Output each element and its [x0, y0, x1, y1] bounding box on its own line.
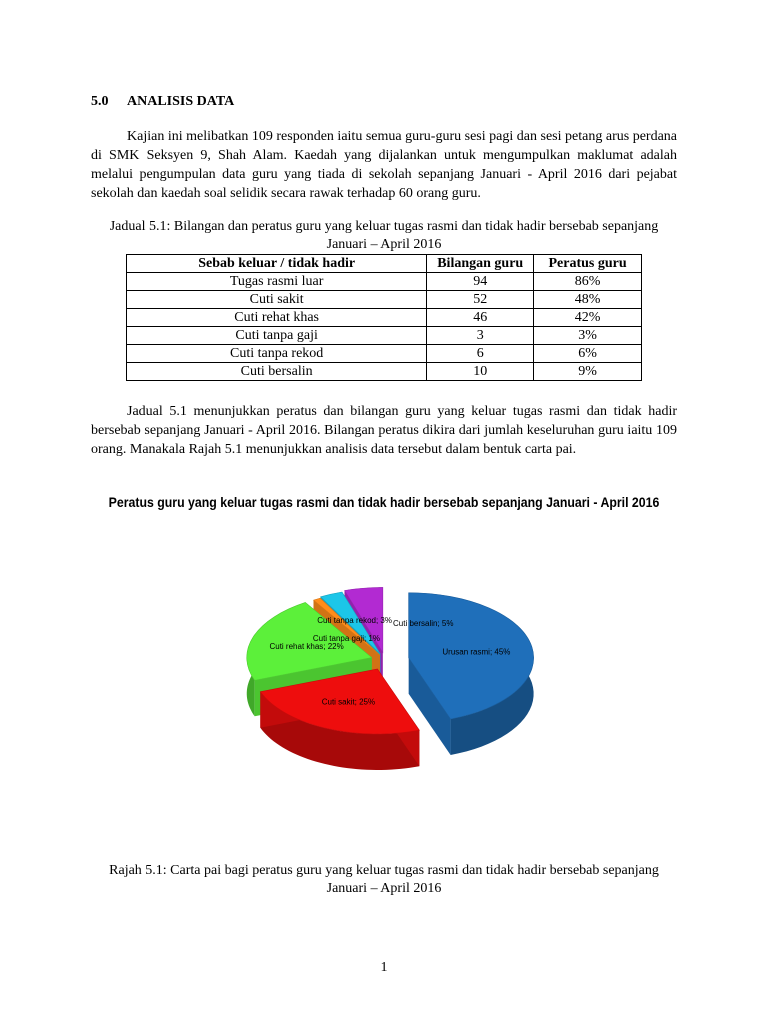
header-reason: Sebab keluar / tidak hadir — [127, 255, 427, 273]
pie-slice-label: Cuti tanpa rekod; 3% — [317, 616, 392, 625]
pie-slice-label: Cuti tanpa gaji; 1% — [312, 634, 380, 643]
table-cell: Cuti bersalin — [127, 363, 427, 381]
table-cell: 6 — [427, 345, 534, 363]
pie-slice-label: Cuti rehat khas; 22% — [269, 642, 344, 652]
table-cell: 42% — [534, 309, 642, 327]
table-cell: 86% — [534, 273, 642, 291]
table-cell: 46 — [427, 309, 534, 327]
table-cell: Tugas rasmi luar — [127, 273, 427, 291]
analysis-text: Jadual 5.1 menunjukkan peratus dan bilangan guru yang keluar tugas rasmi dan tidak hadir bersebab sepanjang Januari - April 2016. Bilangan peratus dikira dari jumlah keseluruhan guru iaitu 109 orang. Manakala Rajah 5.1 menunjukkan analisis data tersebut dalam bentuk carta pai. — [91, 404, 677, 457]
table-cell: Cuti tanpa gaji — [127, 327, 427, 345]
table-cell: Cuti rehat khas — [127, 309, 427, 327]
table-cell: 48% — [534, 291, 642, 309]
intro-text: Kajian ini melibatkan 109 responden iaitu semua guru-guru sesi pagi dan sesi petang arus perdana di SMK Seksyen 9, Shah Alam. Kaedah yang dijalankan untuk mengumpulkan maklumat adalah melalui pengumpulan data guru yang tiada di sekolah sepanjang Januari - April 2016 dari pejabat sekolah dan kaedah soal selidik secara rawak terhadap 60 orang guru. — [91, 129, 677, 201]
table-cell: 9% — [534, 363, 642, 381]
table-cell: 3% — [534, 327, 642, 345]
table-cell: 3 — [427, 327, 534, 345]
pie-slice-label: Urusan rasmi; 45% — [442, 647, 511, 657]
table-cell: 94 — [427, 273, 534, 291]
chart-title: Peratus guru yang keluar tugas rasmi dan tidak hadir bersebab sepanjang Januari - April 2016 — [108, 494, 660, 510]
figure-caption: Rajah 5.1: Carta pai bagi peratus guru yang keluar tugas rasmi dan tidak hadir bersebab sepanjang Januari – April 2016 — [109, 863, 659, 896]
section-number: 5.0 — [91, 94, 109, 109]
pie-slice-label: Cuti sakit; 25% — [321, 697, 376, 707]
pie-slice-label: Cuti bersalin; 5% — [393, 619, 454, 628]
table-cell: Cuti sakit — [127, 291, 427, 309]
header-count: Bilangan guru — [427, 255, 534, 273]
section-title: ANALISIS DATA — [127, 94, 235, 109]
table-cell: 52 — [427, 291, 534, 309]
table-cell: 10 — [427, 363, 534, 381]
table-cell: Cuti tanpa rekod — [127, 345, 427, 363]
table-caption: Jadual 5.1: Bilangan dan peratus guru yang keluar tugas rasmi dan tidak hadir bersebab sepanjang Januari – April 2016 — [109, 219, 659, 252]
page-number: 1 — [380, 960, 388, 975]
table-cell: 6% — [534, 345, 642, 363]
header-percent: Peratus guru — [534, 255, 642, 273]
